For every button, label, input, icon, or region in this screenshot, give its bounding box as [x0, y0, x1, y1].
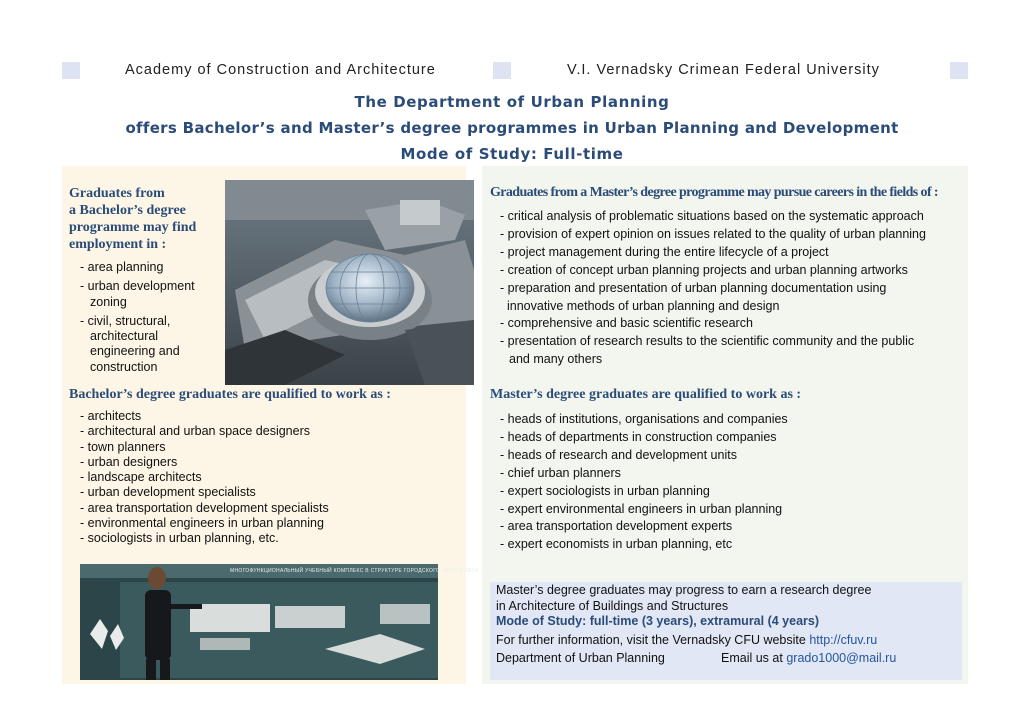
bachelor-employment-heading — [69, 185, 196, 253]
heading-line: a Bachelor’s degree — [69, 203, 186, 218]
bachelor-qualified-list — [80, 409, 329, 547]
list-item: - creation of concept urban planning projects and urban planning artworks — [500, 262, 908, 277]
list-item-continued: and many others — [509, 352, 603, 367]
list-item: - urban development — [80, 279, 195, 294]
presentation-photo — [80, 564, 479, 680]
master-careers-heading: Graduates from a Master’s degree programme may pursue careers in the fields of : — [490, 185, 938, 200]
list-item: - expert environmental engineers in urban planning — [500, 501, 783, 516]
list-item: - project management during the entire lifecycle of a project — [500, 244, 829, 259]
info-website-line — [496, 632, 877, 649]
presentation-photo-icon — [80, 564, 438, 680]
info-line: Master’s degree graduates may progress to earn a research degree — [496, 583, 872, 597]
email-label: Email us at — [721, 651, 783, 665]
list-item: - provision of expert opinion on issues related to the quality of urban planning — [500, 226, 926, 241]
list-item: - civil, structural, — [80, 313, 171, 328]
master-careers-list — [500, 208, 926, 369]
list-item: - area planning — [80, 260, 164, 274]
list-item: - heads of institutions, organisations and companies — [500, 412, 788, 426]
university-name: V.I. Vernadsky Crimean Federal University — [567, 62, 880, 78]
academy-name: Academy of Construction and Architecture — [125, 62, 436, 78]
page-title: The Department of Urban Planning — [354, 93, 670, 111]
list-item: - architectural and urban space designers — [80, 424, 310, 439]
list-item: - preparation and presentation of urban planning documentation using — [500, 280, 887, 295]
info-line: in Architecture of Buildings and Structures — [496, 599, 729, 613]
email-line — [721, 650, 896, 667]
decor-square-middle — [493, 62, 511, 79]
building-render-icon — [225, 180, 474, 385]
list-item: - comprehensive and basic scientific research — [500, 316, 753, 331]
list-item: - heads of departments in construction companies — [500, 429, 777, 444]
list-item: - sociologists in urban planning, etc. — [80, 531, 279, 546]
research-degree-info-box — [490, 582, 962, 680]
heading-line: programme may find — [69, 220, 197, 235]
email-link[interactable]: grado1000@mail.ru — [786, 651, 897, 665]
list-item: - presentation of research results to the scientific community and the public — [500, 334, 915, 349]
website-link[interactable]: http://cfuv.ru — [809, 633, 878, 647]
page-subtitle: offers Bachelor’s and Master’s degree programmes in Urban Planning and Development — [125, 119, 899, 137]
list-item-continued: architectural — [90, 329, 159, 344]
list-item-continued: construction — [90, 359, 158, 374]
bachelor-employment-list — [80, 260, 220, 375]
list-item-continued: zoning — [90, 294, 127, 309]
master-qualified-heading: Master’s degree graduates are qualified to work as : — [490, 387, 802, 402]
list-item: - chief urban planners — [500, 465, 621, 480]
study-mode-title: Mode of Study: Full-time — [400, 145, 624, 163]
list-item: - environmental engineers in urban planning — [80, 516, 324, 531]
decor-square-left — [62, 62, 80, 79]
list-item: - urban development specialists — [80, 485, 256, 500]
building-render-photo — [225, 180, 474, 385]
list-item-continued: innovative methods of urban planning and design — [507, 298, 780, 313]
list-item: - urban designers — [80, 454, 178, 469]
department-name: Department of Urban Planning — [496, 651, 665, 665]
master-qualified-list — [500, 411, 788, 554]
list-item: - town planners — [80, 439, 166, 454]
website-label: For further information, visit the Vernadsky CFU website — [496, 633, 806, 647]
heading-line: Graduates from — [69, 186, 165, 201]
list-item: - heads of research and development units — [500, 447, 737, 462]
list-item: - critical analysis of problematic situations based on the systematic approach — [500, 209, 924, 223]
list-item: - area transportation development experts — [500, 519, 733, 534]
list-item-continued: engineering and — [90, 344, 180, 359]
decor-square-right — [950, 62, 968, 79]
info-study-mode: Mode of Study: full-time (3 years), extramural (4 years) — [496, 614, 820, 628]
heading-line: employment in : — [69, 237, 167, 252]
list-item: - architects — [80, 409, 142, 423]
board-caption: МНОГОФУНКЦИОНАЛЬНЫЙ УЧЕБНЫЙ КОМПЛЕКС В СТРУКТУРЕ ГОРОДСКОГО ОКРУГА ЯЛТА — [230, 568, 479, 574]
list-item: - landscape architects — [80, 470, 202, 485]
list-item: - expert economists in urban planning, etc — [500, 537, 733, 552]
bachelor-qualified-heading: Bachelor’s degree graduates are qualified to work as : — [69, 387, 391, 402]
list-item: - area transportation development specialists — [80, 500, 329, 515]
list-item: - expert sociologists in urban planning — [500, 483, 710, 498]
